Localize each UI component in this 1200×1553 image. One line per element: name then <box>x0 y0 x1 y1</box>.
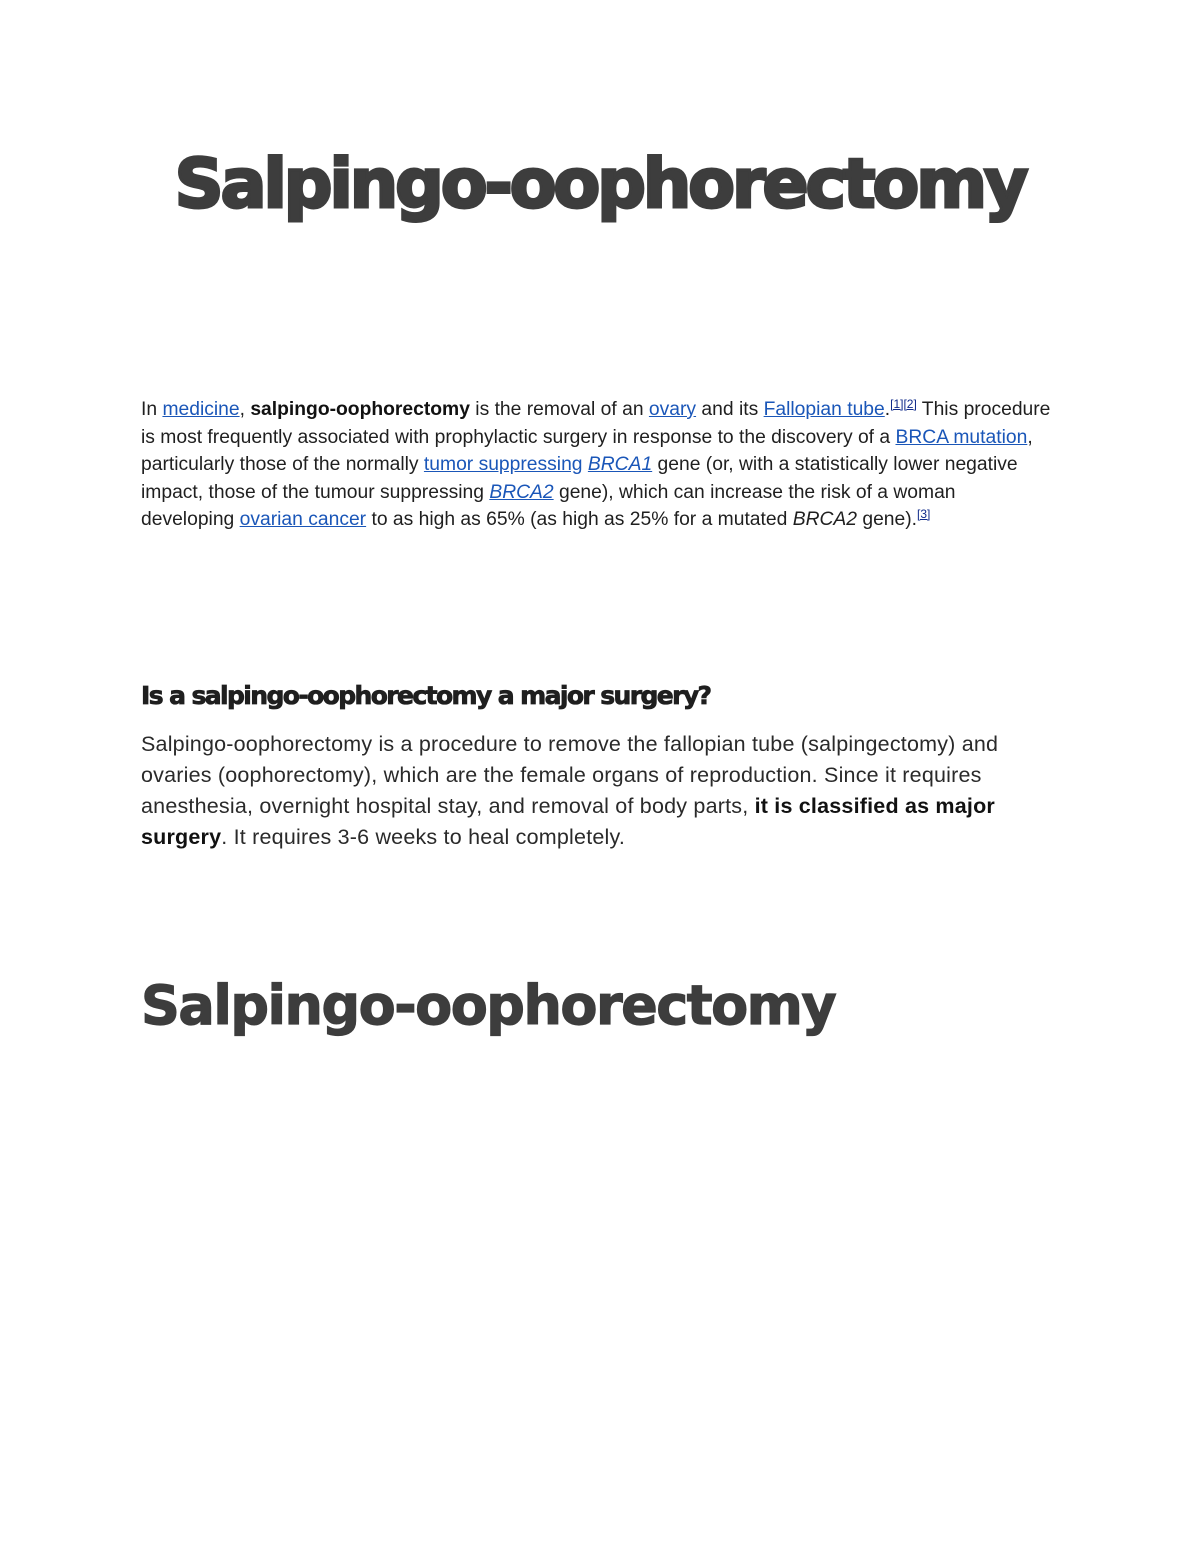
link-brca-mutation[interactable]: BRCA mutation <box>895 426 1028 448</box>
question-heading: Is a salpingo-oophorectomy a major surgery? <box>141 681 711 710</box>
answer-text: Salpingo-oophorectomy is a procedure to remove the fallopian tube (salpingectomy) and ovaries (oophorectomy), which are the female organs of reproduction. Since it requires anesthesia, overnight hospital stay, and removal of body parts, <box>141 732 999 818</box>
citation-1[interactable]: [1] <box>890 397 904 411</box>
intro-text: gene). <box>857 509 918 530</box>
link-brca2[interactable]: BRCA2 <box>489 481 554 503</box>
page-title: Salpingo-oophorectomy <box>174 145 1026 224</box>
section-title: Salpingo-oophorectomy <box>141 974 836 1037</box>
intro-text: is the removal of an <box>469 399 649 420</box>
intro-text: . <box>884 399 891 420</box>
intro-text: to as high as 65% (as high as 25% for a mutated <box>366 509 793 530</box>
intro-paragraph <box>141 396 1051 534</box>
intro-text: and its <box>696 399 764 420</box>
citation-2[interactable]: [2] <box>903 397 917 411</box>
answer-paragraph <box>141 729 1056 853</box>
link-brca1[interactable]: BRCA1 <box>587 454 653 475</box>
intro-text: This procedure is most frequently associated with prophylactic surgery in response to the discovery of a <box>141 399 1051 448</box>
intro-text: , <box>239 399 251 420</box>
link-fallopian-tube[interactable]: Fallopian tube <box>763 399 885 420</box>
intro-text: gene (or, with a statistically lower negative impact, those of the tumour suppressing <box>141 454 1018 503</box>
intro-text: , particularly those of the normally <box>141 426 1033 475</box>
link-ovary[interactable]: ovary <box>648 399 697 420</box>
link-tumor-suppressing[interactable]: tumor suppressing <box>423 454 583 475</box>
italic-brca2: BRCA2 <box>792 509 857 530</box>
link-medicine[interactable]: medicine <box>162 399 240 420</box>
answer-text: . It requires 3-6 weeks to heal completely. <box>221 825 626 849</box>
link-ovarian-cancer[interactable]: ovarian cancer <box>239 509 367 530</box>
citation-group <box>890 397 917 411</box>
intro-text: gene), which can increase the risk of a woman developing <box>141 481 956 530</box>
bold-term: salpingo-oophorectomy <box>250 399 470 420</box>
citation-group <box>917 507 930 521</box>
answer-bold: it is classified as major surgery <box>141 794 995 849</box>
citation-3[interactable]: [3] <box>917 507 931 521</box>
intro-text: In <box>141 399 163 420</box>
